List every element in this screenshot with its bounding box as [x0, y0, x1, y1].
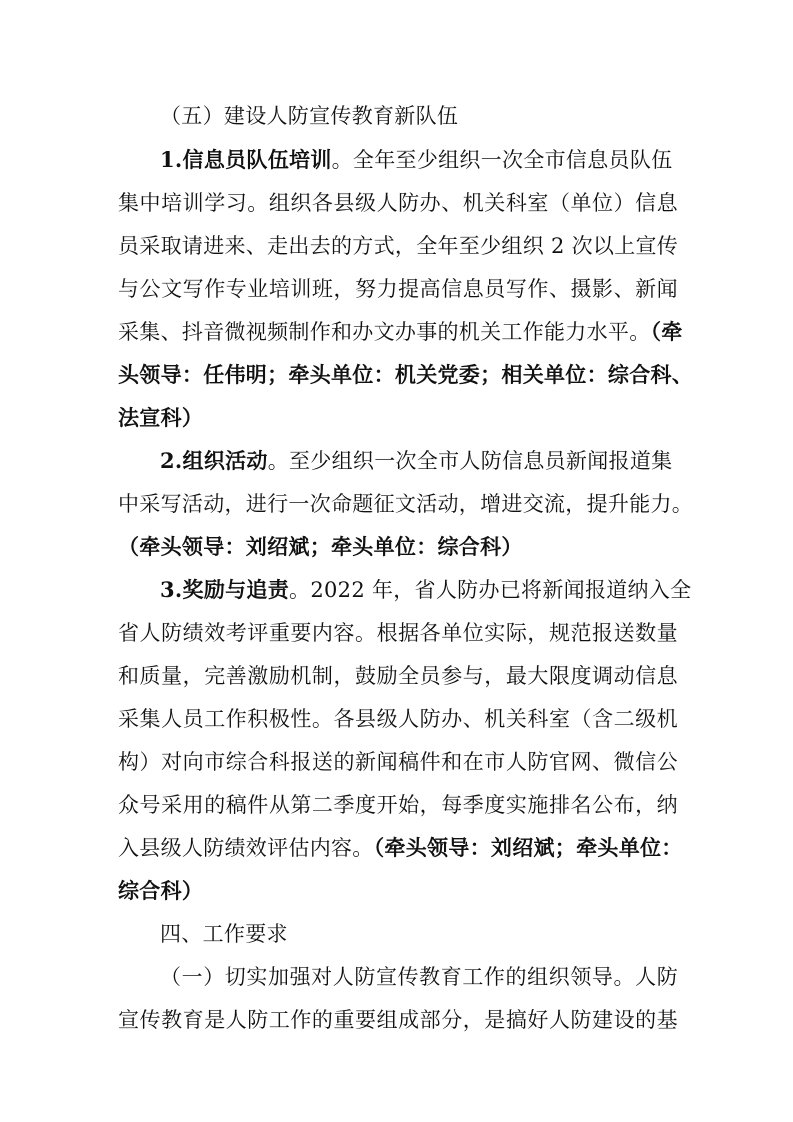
sub4-1-line2: 宣传教育是人防工作的重要组成部分，是搞好人防建设的基: [118, 1008, 678, 1032]
item1-line4: 与公文写作专业培训班，努力提高信息员写作、摄影、新闻: [118, 277, 678, 301]
subheading-5: （五）建设人防宣传教育新队伍: [160, 104, 459, 128]
item3-line8: 综合科）: [118, 878, 204, 903]
item3-text-1: 。2022 年，省人防办已将新闻报道纳入全: [289, 578, 692, 602]
item3-text-7a: 入县级人防绩效评估内容。: [118, 836, 374, 860]
item3-line3: 和质量，完善激励机制，鼓励全员参与，最大限度调动信息: [118, 664, 678, 688]
item2-text-1: 。至少组织一次全市人防信息员新闻报道集: [267, 449, 673, 473]
item1-text-1: 。全年至少组织一次全市信息员队伍: [331, 148, 673, 172]
sub4-1-line1: （一）切实加强对人防宣传教育工作的组织领导。人防: [160, 965, 678, 989]
item1-line2: 集中培训学习。组织各县级人防办、机关科室（单位）信息: [118, 191, 678, 215]
item3-line5: 构）对向市综合科报送的新闻稿件和在市人防官网、微信公: [118, 750, 678, 774]
item1-line5: [118, 317, 683, 347]
item2-line1: [160, 446, 678, 476]
item3-text-7b: （牵头领导：刘绍斌；牵头单位：: [373, 835, 683, 860]
item1-line6: 头领导：任伟明；牵头单位：机关党委；相关单位：综合科、: [118, 362, 694, 387]
item1-line3: 员采取请进来、走出去的方式，全年至少组织 2 次以上宣传: [118, 234, 679, 258]
item3-line1: [160, 575, 692, 605]
item3-title: 3.奖励与追责: [160, 577, 290, 602]
item2-line3: （牵头领导：刘绍斌；牵头单位：综合科）: [118, 534, 523, 559]
item1-title: 1.信息员队伍培训: [160, 147, 332, 172]
item3-line4: 采集人员工作积极性。各县级人防办、机关科室（含二级机: [118, 707, 678, 731]
item1-text-5a: 采集、抖音微视频制作和办文办事的机关工作能力水平。: [118, 320, 651, 344]
item3-line7: [118, 833, 683, 863]
item1-line7: 法宣科）: [118, 405, 204, 430]
section4-heading: 四、工作要求: [160, 922, 288, 946]
item3-line6: 众号采用的稿件从第二季度开始，每季度实施排名公布，纳: [118, 793, 678, 817]
item1-line1: [160, 145, 678, 175]
item1-text-5b: （牵: [650, 319, 683, 344]
item2-line2: 中采写活动，进行一次命题征文活动，增进交流，提升能力。: [118, 492, 694, 516]
item3-line2: 省人防绩效考评重要内容。根据各单位实际，规范报送数量: [118, 621, 678, 645]
item2-title: 2.组织活动: [160, 448, 268, 473]
